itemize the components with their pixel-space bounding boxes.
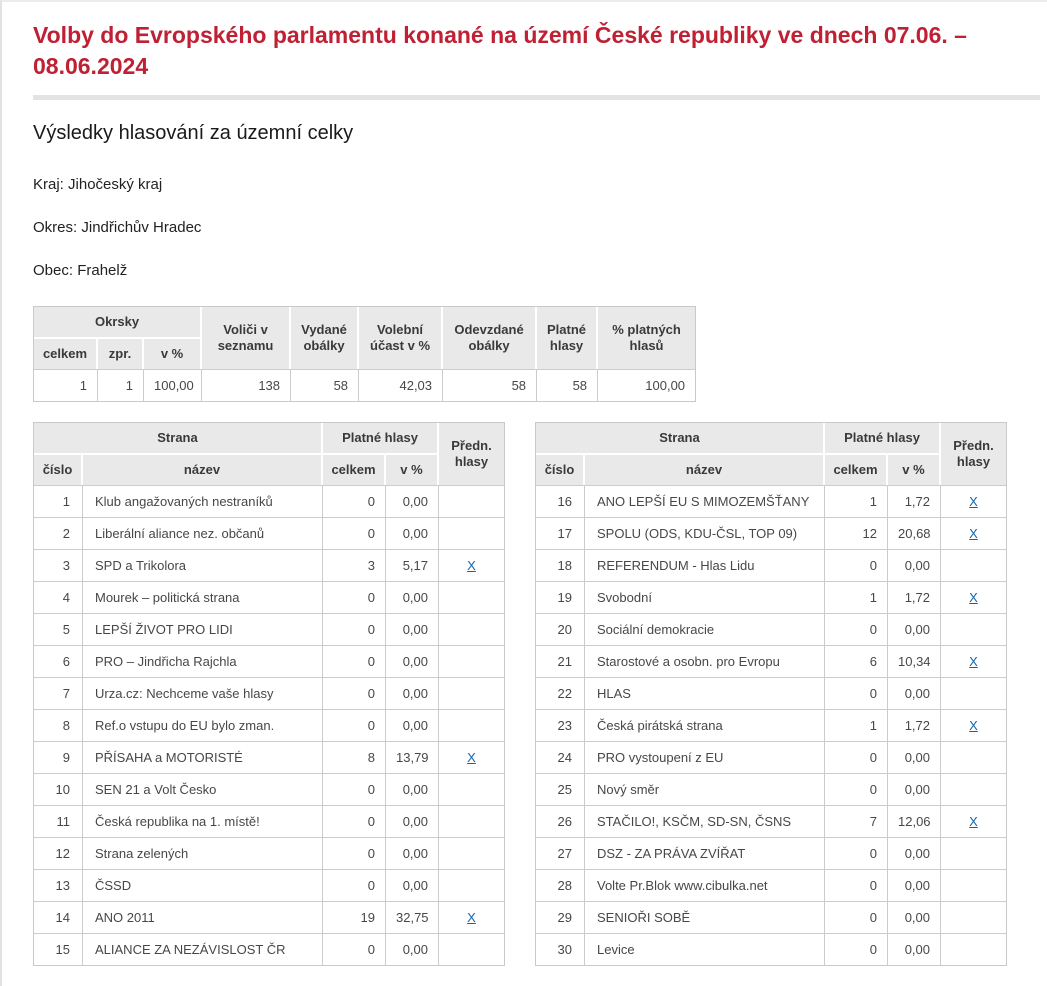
okrsky-group-header: Okrsky [34,307,202,339]
platne-hlasy-group-header: Platné hlasy [323,423,439,455]
party-number: 16 [536,485,585,517]
sub-header-zpr: zpr. [98,339,144,369]
party-number: 22 [536,677,585,709]
party-row [536,837,1006,869]
party-votes-total: 7 [825,805,888,837]
party-number: 3 [34,549,83,581]
party-name: ALIANCE ZA NEZÁVISLOST ČR [83,933,323,965]
party-number: 4 [34,581,83,613]
party-votes-pct: 0,00 [888,869,941,901]
col-header-pct-platnych: % platných hlasů [598,307,695,369]
party-pref-cell [941,773,1006,805]
v-pct-header: v % [386,455,439,485]
party-number: 9 [34,741,83,773]
party-name: ANO 2011 [83,901,323,933]
party-row [34,773,504,805]
party-number: 2 [34,517,83,549]
party-tables [33,422,1040,966]
party-number: 17 [536,517,585,549]
party-name: HLAS [585,677,825,709]
party-number: 5 [34,613,83,645]
region-okres [33,219,1040,237]
col-header-odevzdane-obalky: Odevzdané obálky [443,307,537,369]
pref-votes-link[interactable]: X [467,750,476,765]
pref-votes-link[interactable]: X [467,910,476,925]
party-number: 11 [34,805,83,837]
party-row [34,581,504,613]
party-number: 27 [536,837,585,869]
platne-hlasy-group-header: Platné hlasy [825,423,941,455]
summary-odevzdane-obalky: 58 [443,369,537,401]
party-votes-total: 6 [825,645,888,677]
party-votes-pct: 13,79 [386,741,439,773]
party-name: Sociální demokracie [585,613,825,645]
party-name: Česká pirátská strana [585,709,825,741]
col-header-volici: Voliči v seznamu [202,307,291,369]
party-votes-pct: 0,00 [386,709,439,741]
party-number: 12 [34,837,83,869]
party-name: LEPŠÍ ŽIVOT PRO LIDI [83,613,323,645]
region-obec-value: Frahelž [77,262,128,279]
party-name: Česká republika na 1. místě! [83,805,323,837]
party-row [34,549,504,581]
party-votes-total: 0 [323,869,386,901]
party-votes-pct: 10,34 [888,645,941,677]
party-votes-total: 0 [825,933,888,965]
party-pref-cell [941,805,1006,837]
party-number: 7 [34,677,83,709]
party-votes-total: 3 [323,549,386,581]
party-votes-total: 0 [323,933,386,965]
party-votes-total: 1 [825,581,888,613]
summary-ucast: 42,03 [359,369,443,401]
predn-hlasy-header: Předn. hlasy [439,423,504,485]
party-votes-pct: 0,00 [386,773,439,805]
party-votes-pct: 1,72 [888,485,941,517]
col-header-platne-hlasy: Platné hlasy [537,307,598,369]
party-pref-cell [439,613,504,645]
party-name: REFERENDUM - Hlas Lidu [585,549,825,581]
party-pref-cell [941,837,1006,869]
party-row [536,901,1006,933]
party-votes-total: 0 [825,869,888,901]
party-votes-pct: 0,00 [386,485,439,517]
party-votes-total: 0 [323,613,386,645]
party-number: 15 [34,933,83,965]
pref-votes-link[interactable]: X [969,526,978,541]
party-pref-cell [439,517,504,549]
celkem-header: celkem [825,455,888,485]
party-row [34,741,504,773]
region-kraj-label: Kraj: [33,176,64,193]
party-votes-pct: 0,00 [888,837,941,869]
party-pref-cell [941,709,1006,741]
party-votes-total: 1 [825,485,888,517]
party-row [34,517,504,549]
party-row [34,645,504,677]
party-name: Urza.cz: Nechceme vaše hlasy [83,677,323,709]
party-votes-pct: 12,06 [888,805,941,837]
summary-okrsky-celkem: 1 [34,369,98,401]
party-number: 13 [34,869,83,901]
party-votes-total: 0 [825,741,888,773]
summary-okrsky-zpr: 1 [98,369,144,401]
party-votes-total: 0 [825,613,888,645]
party-row [536,741,1006,773]
party-votes-pct: 0,00 [888,773,941,805]
party-number: 14 [34,901,83,933]
summary-vydane-obalky: 58 [291,369,359,401]
party-votes-pct: 0,00 [386,613,439,645]
party-row [536,709,1006,741]
party-pref-cell [439,933,504,965]
party-name: PŘÍSAHA a MOTORISTÉ [83,741,323,773]
celkem-header: celkem [323,455,386,485]
party-votes-total: 19 [323,901,386,933]
party-row [536,645,1006,677]
summary-volici: 138 [202,369,291,401]
party-number: 30 [536,933,585,965]
party-votes-total: 0 [825,837,888,869]
party-row [536,677,1006,709]
pref-votes-link[interactable]: X [467,558,476,573]
party-votes-total: 0 [825,773,888,805]
party-name: ANO LEPŠÍ EU S MIMOZEMŠŤANY [585,485,825,517]
party-number: 26 [536,805,585,837]
party-pref-cell [941,741,1006,773]
party-votes-pct: 0,00 [386,933,439,965]
party-pref-cell [439,581,504,613]
party-votes-total: 0 [323,677,386,709]
region-okres-label: Okres: [33,219,78,236]
party-votes-pct: 5,17 [386,549,439,581]
party-number: 24 [536,741,585,773]
party-row [34,677,504,709]
summary-table [33,306,696,402]
party-row [536,485,1006,517]
party-number: 1 [34,485,83,517]
party-number: 21 [536,645,585,677]
party-name: Ref.o vstupu do EU bylo zman. [83,709,323,741]
party-row [34,805,504,837]
party-name: STAČILO!, KSČM, SD-SN, ČSNS [585,805,825,837]
party-votes-pct: 0,00 [386,805,439,837]
col-header-ucast: Volební účast v % [359,307,443,369]
party-name: SEN 21 a Volt Česko [83,773,323,805]
party-votes-pct: 20,68 [888,517,941,549]
party-votes-total: 0 [825,677,888,709]
party-pref-cell [439,677,504,709]
party-votes-total: 0 [323,581,386,613]
party-name: Liberální aliance nez. občanů [83,517,323,549]
party-votes-pct: 0,00 [386,581,439,613]
party-votes-pct: 0,00 [888,613,941,645]
party-name: Klub angažovaných nestraníků [83,485,323,517]
party-votes-pct: 1,72 [888,581,941,613]
party-votes-total: 0 [825,549,888,581]
party-votes-pct: 0,00 [888,901,941,933]
party-votes-total: 0 [323,485,386,517]
party-votes-total: 0 [323,805,386,837]
party-votes-pct: 0,00 [386,645,439,677]
party-number: 23 [536,709,585,741]
party-row [34,933,504,965]
nazev-header: název [83,455,323,485]
party-pref-cell [941,517,1006,549]
party-votes-pct: 0,00 [386,837,439,869]
party-number: 29 [536,901,585,933]
party-votes-total: 12 [825,517,888,549]
region-kraj [33,176,1040,194]
party-name: Svobodní [585,581,825,613]
party-table-right [535,422,1007,966]
party-pref-cell [439,805,504,837]
party-votes-pct: 0,00 [888,741,941,773]
party-votes-pct: 32,75 [386,901,439,933]
party-row [536,613,1006,645]
party-row [34,485,504,517]
party-pref-cell [439,645,504,677]
party-name: Nový směr [585,773,825,805]
party-votes-total: 0 [323,517,386,549]
party-pref-cell [941,645,1006,677]
party-votes-total: 0 [323,773,386,805]
party-name: ČSSD [83,869,323,901]
nazev-header: název [585,455,825,485]
cislo-header: číslo [536,455,585,485]
party-votes-total: 1 [825,709,888,741]
party-pref-cell [941,485,1006,517]
page-title: Volby do Evropského parlamentu konané na území České republiky ve dnech 07.06. – 08.06.2024 [33,22,967,79]
party-votes-pct: 0,00 [888,677,941,709]
party-pref-cell [439,485,504,517]
predn-hlasy-header: Předn. hlasy [941,423,1006,485]
party-name: Volte Pr.Blok www.cibulka.net [585,869,825,901]
party-pref-cell [941,677,1006,709]
party-pref-cell [941,869,1006,901]
party-pref-cell [941,613,1006,645]
pref-votes-link[interactable]: X [969,494,978,509]
party-pref-cell [439,549,504,581]
pref-votes-link[interactable]: X [969,590,978,605]
party-name: Mourek – politická strana [83,581,323,613]
party-name: SPD a Trikolora [83,549,323,581]
party-pref-cell [439,773,504,805]
pref-votes-link[interactable]: X [969,718,978,733]
party-name: SPOLU (ODS, KDU-ČSL, TOP 09) [585,517,825,549]
party-number: 28 [536,869,585,901]
party-row [536,581,1006,613]
party-votes-pct: 0,00 [386,517,439,549]
party-row [34,901,504,933]
party-pref-cell [439,741,504,773]
party-number: 8 [34,709,83,741]
party-name: DSZ - ZA PRÁVA ZVÍŘAT [585,837,825,869]
party-votes-total: 0 [323,645,386,677]
party-name: Levice [585,933,825,965]
party-number: 10 [34,773,83,805]
party-row [536,933,1006,965]
party-votes-pct: 0,00 [888,933,941,965]
party-votes-pct: 0,00 [386,869,439,901]
pref-votes-link[interactable]: X [969,814,978,829]
party-votes-pct: 0,00 [386,677,439,709]
party-pref-cell [941,901,1006,933]
party-number: 25 [536,773,585,805]
sub-header-v-pct: v % [144,339,202,369]
party-row [536,517,1006,549]
region-kraj-value: Jihočeský kraj [68,176,163,193]
summary-row [34,369,695,401]
summary-okrsky-pct: 100,00 [144,369,202,401]
party-row [34,869,504,901]
region-okres-value: Jindřichův Hradec [81,219,202,236]
party-pref-cell [941,549,1006,581]
strana-group-header: Strana [536,423,825,455]
party-row [536,869,1006,901]
section-title: Výsledky hlasování za územní celky [33,122,354,144]
party-row [34,837,504,869]
party-votes-total: 0 [323,837,386,869]
party-table-left [33,422,505,966]
party-number: 18 [536,549,585,581]
summary-platne-hlasy: 58 [537,369,598,401]
party-votes-pct: 0,00 [888,549,941,581]
party-name: PRO vystoupení z EU [585,741,825,773]
party-votes-pct: 1,72 [888,709,941,741]
summary-pct-platnych: 100,00 [598,369,695,401]
party-row [536,549,1006,581]
party-votes-total: 0 [825,901,888,933]
col-header-vydane-obalky: Vydané obálky [291,307,359,369]
party-pref-cell [439,837,504,869]
party-number: 20 [536,613,585,645]
party-votes-total: 8 [323,741,386,773]
party-number: 6 [34,645,83,677]
pref-votes-link[interactable]: X [969,654,978,669]
party-pref-cell [439,901,504,933]
party-pref-cell [439,709,504,741]
strana-group-header: Strana [34,423,323,455]
party-votes-total: 0 [323,709,386,741]
cislo-header: číslo [34,455,83,485]
party-name: Starostové a osobn. pro Evropu [585,645,825,677]
party-pref-cell [941,933,1006,965]
party-name: PRO – Jindřicha Rajchla [83,645,323,677]
sub-header-celkem: celkem [34,339,98,369]
party-pref-cell [439,869,504,901]
v-pct-header: v % [888,455,941,485]
region-obec [33,262,1040,280]
party-number: 19 [536,581,585,613]
party-row [34,709,504,741]
party-name: SENIOŘI SOBĚ [585,901,825,933]
party-pref-cell [941,581,1006,613]
party-row [34,613,504,645]
region-obec-label: Obec: [33,262,74,279]
party-row [536,773,1006,805]
title-divider [33,95,1040,100]
party-row [536,805,1006,837]
party-name: Strana zelených [83,837,323,869]
